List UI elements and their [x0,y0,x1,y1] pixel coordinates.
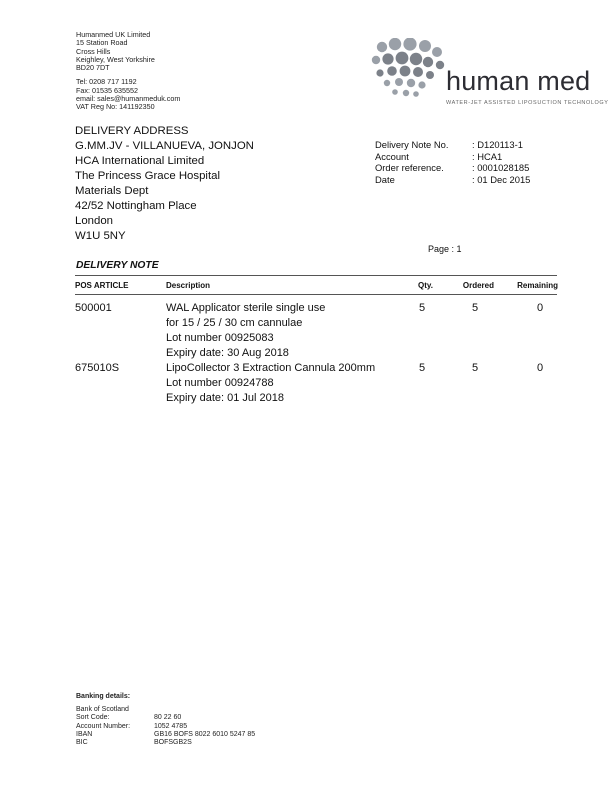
meta-row-account [375,151,582,163]
bank-name: Bank of Scotland [76,706,129,714]
page-value: : 1 [451,244,462,254]
item-desc-line: WAL Applicator sterile single use [166,302,326,314]
company-address-line: Cross Hills [76,46,111,56]
item-remaining: 0 [536,362,544,374]
bank-row-account-number [76,723,255,731]
bank-value: GB16 BOFS 8022 6010 5247 85 [154,730,256,738]
item-ordered: 5 [471,362,479,374]
item-qty: 5 [418,302,426,314]
delivery-address [75,124,254,244]
document-title: DELIVERY NOTE [76,260,159,271]
item-expiry-date: Expiry date: 30 Aug 2018 [166,347,289,359]
company-name: Humanmed UK Limited [76,30,151,39]
company-phone: Tel: 0208 717 1192 [76,77,137,87]
item-desc-line: for 15 / 25 / 30 cm cannulae [166,317,303,329]
meta-value: : 01 Dec 2015 [472,173,531,185]
delivery-meta [375,139,582,185]
logo-wordmark: human med [446,66,591,96]
company-info [76,31,180,112]
company-fax: Fax: 01535 635552 [76,85,138,95]
logo-dots-icon [370,38,450,108]
bank-row-sort-code [76,714,255,722]
bank-value: 80 22 60 [154,714,182,722]
company-vat: VAT Reg No: 141192350 [76,102,155,112]
meta-row-delivery-note [375,139,582,151]
item-qty: 5 [418,362,426,374]
item-lot-number: Lot number 00924788 [166,377,274,389]
meta-label: Date [375,173,395,185]
item-description [166,301,325,361]
logo-tagline: WATER-JET ASSISTED LIPOSUCTION TECHNOLOGY [446,100,609,106]
company-email: email: sales@humanmeduk.com [76,94,181,104]
address-line: W1U 5NY [75,230,126,242]
banking-heading: Banking details: [76,693,131,700]
meta-value: : 0001028185 [472,162,530,173]
address-line: HCA International Limited [75,155,205,167]
item-expiry-date: Expiry date: 01 Jul 2018 [166,392,285,404]
bank-label: IBAN [76,730,93,738]
address-line: 42/52 Nottingham Place [75,200,197,212]
company-logo [370,38,609,108]
meta-value: : HCA1 [472,150,503,162]
banking-details [76,693,255,747]
address-line: The Princess Grace Hospital [75,170,220,182]
bank-row-bic [76,739,255,747]
meta-label: Order reference. [375,162,444,173]
column-header-remaining: Remaining [517,281,558,290]
bank-value: BOFSGB2S [154,739,192,747]
address-line: G.MM.JV - VILLANUEVA, JONJON [75,140,254,152]
item-lot-number: Lot number 00925083 [166,332,274,344]
bank-value: 1052 4785 [154,722,188,730]
meta-value: : D120113-1 [472,139,523,150]
column-header-pos-article: POS ARTICLE [75,281,129,290]
bank-label: BIC [76,739,88,747]
header-rule-bottom [75,294,557,295]
company-address-line: Keighley, West Yorkshire [76,54,155,64]
company-address-line: 15 Station Road [76,38,128,48]
item-description [166,361,375,406]
meta-label: Delivery Note No. [375,139,449,150]
meta-row-order-reference [375,162,582,174]
column-header-ordered: Ordered [462,281,494,290]
company-postcode: BD20 7DT [76,63,110,73]
column-header-description: Description [166,281,211,290]
column-header-qty: Qty. [418,281,433,290]
bank-row-iban [76,731,255,739]
meta-row-date [375,174,582,186]
bank-label: Sort Code: [76,714,110,722]
bank-label: Account Number: [76,722,131,730]
page-label: Page [428,244,450,254]
item-code: 500001 [75,302,112,314]
delivery-address-heading: DELIVERY ADDRESS [75,125,189,137]
address-line: Materials Dept [75,185,149,197]
header-rule-top [75,275,557,276]
page-number [428,244,462,254]
item-remaining: 0 [536,302,544,314]
address-line: London [75,215,114,227]
item-desc-line: LipoCollector 3 Extraction Cannula 200mm [166,362,376,374]
meta-label: Account [375,150,409,162]
item-ordered: 5 [471,302,479,314]
item-code: 675010S [75,362,120,374]
